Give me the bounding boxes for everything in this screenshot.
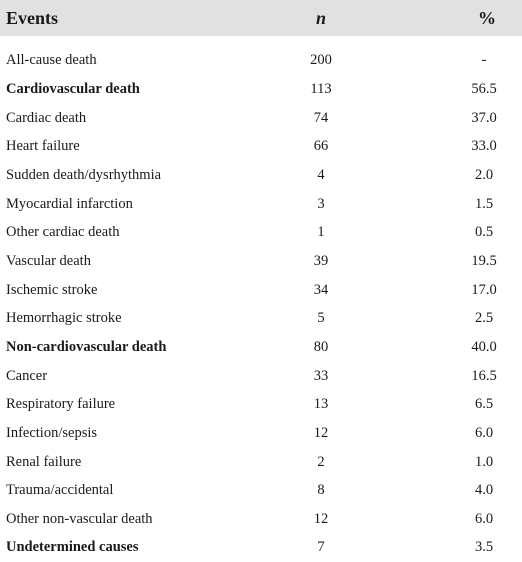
event-count: 12 <box>313 511 329 527</box>
event-label: Respiratory failure <box>6 396 116 412</box>
table-row <box>0 247 522 276</box>
event-count: 13 <box>313 396 329 412</box>
event-count: 2 <box>317 454 325 470</box>
header-percent: % <box>478 8 496 28</box>
table-row <box>0 390 522 419</box>
event-label: Vascular death <box>6 253 91 269</box>
event-percent: 0.5 <box>474 224 494 240</box>
event-percent: 56.5 <box>471 81 497 97</box>
event-count: 80 <box>313 339 329 355</box>
event-label: All-cause death <box>6 52 97 68</box>
table-row <box>0 505 522 534</box>
table-row <box>0 161 522 190</box>
header-events: Events <box>6 8 59 28</box>
event-percent: 6.5 <box>474 396 494 412</box>
event-label: Non-cardiovascular death <box>6 339 167 355</box>
event-label: Myocardial infarction <box>6 196 133 212</box>
event-label: Cardiovascular death <box>6 81 140 97</box>
table-row <box>0 533 522 562</box>
table-row <box>0 362 522 391</box>
event-percent: 4.0 <box>474 482 494 498</box>
table-row <box>0 46 522 75</box>
event-percent: 2.5 <box>474 310 494 326</box>
event-label: Undetermined causes <box>6 539 139 555</box>
event-count: 4 <box>317 167 325 183</box>
event-percent: 6.0 <box>474 425 494 441</box>
event-percent: - <box>481 52 487 68</box>
table-row <box>0 276 522 305</box>
event-label: Other non-vascular death <box>6 511 153 527</box>
table-row <box>0 419 522 448</box>
table-row <box>0 333 522 362</box>
event-count: 7 <box>317 539 325 555</box>
event-percent: 2.0 <box>474 167 494 183</box>
event-percent: 33.0 <box>471 138 497 154</box>
event-count: 5 <box>317 310 325 326</box>
table-row <box>0 218 522 247</box>
event-percent: 1.5 <box>474 196 494 212</box>
event-label: Other cardiac death <box>6 224 120 240</box>
event-percent: 1.0 <box>474 454 494 470</box>
table-row <box>0 190 522 219</box>
event-count: 3 <box>317 196 325 212</box>
event-label: Sudden death/dysrhythmia <box>6 167 162 183</box>
event-label: Infection/sepsis <box>6 425 98 441</box>
table-header <box>0 0 522 36</box>
event-percent: 37.0 <box>471 110 497 126</box>
event-percent: 6.0 <box>474 511 494 527</box>
event-percent: 19.5 <box>471 253 497 269</box>
event-count: 39 <box>313 253 329 269</box>
table-row <box>0 75 522 104</box>
event-label: Cardiac death <box>6 110 87 126</box>
event-label: Trauma/accidental <box>6 482 114 498</box>
event-count: 66 <box>313 138 329 154</box>
table-row <box>0 476 522 505</box>
event-label: Heart failure <box>6 138 80 154</box>
event-count: 8 <box>317 482 325 498</box>
event-count: 1 <box>317 224 325 240</box>
event-count: 12 <box>313 425 329 441</box>
event-percent: 3.5 <box>474 539 494 555</box>
table-row <box>0 132 522 161</box>
event-count: 34 <box>313 282 329 298</box>
table-row <box>0 448 522 477</box>
event-count: 33 <box>313 368 329 384</box>
event-count: 200 <box>310 52 332 68</box>
header-n: n <box>315 8 326 28</box>
event-count: 113 <box>310 81 332 97</box>
event-percent: 16.5 <box>471 368 497 384</box>
event-label: Cancer <box>6 368 48 384</box>
event-label: Ischemic stroke <box>6 282 98 298</box>
event-label: Hemorrhagic stroke <box>6 310 122 326</box>
event-label: Renal failure <box>6 454 82 470</box>
event-count: 74 <box>313 110 329 126</box>
event-percent: 40.0 <box>471 339 497 355</box>
table-row <box>0 304 522 333</box>
event-percent: 17.0 <box>471 282 497 298</box>
table-row <box>0 104 522 133</box>
